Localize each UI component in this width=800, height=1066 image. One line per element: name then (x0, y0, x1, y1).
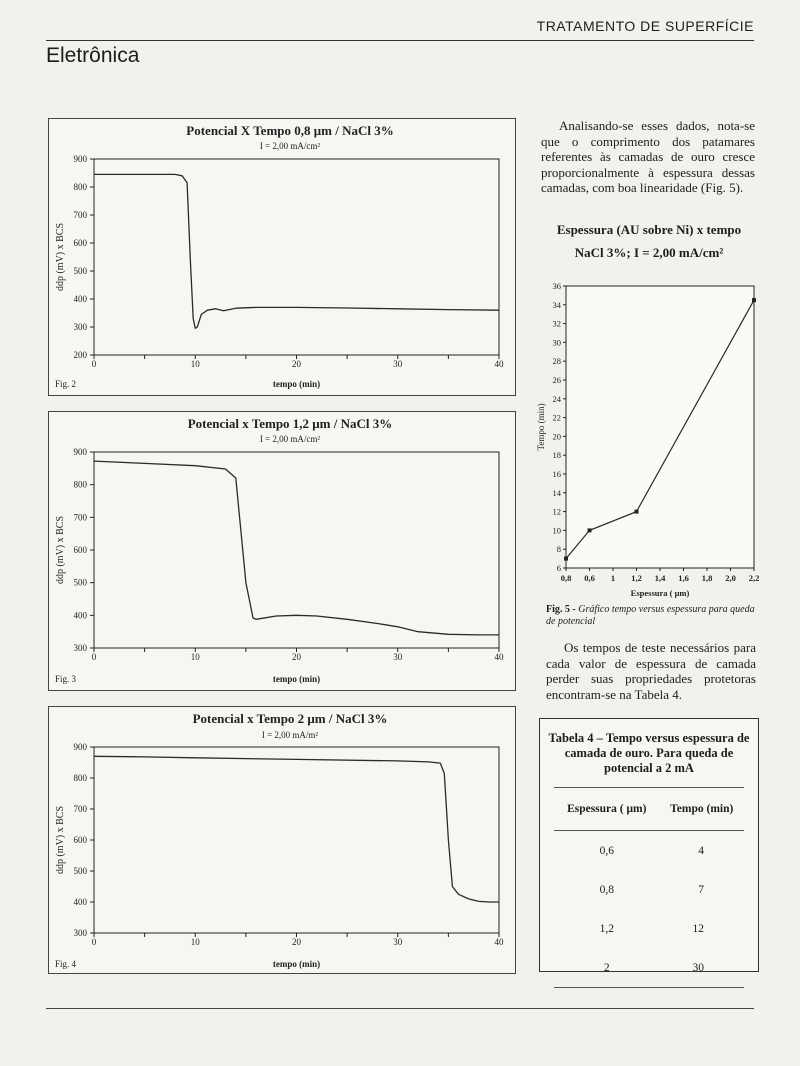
table-row (554, 909, 744, 948)
figure-3 (48, 411, 516, 691)
x-tick-label: 20 (292, 359, 301, 369)
plot-frame (94, 159, 499, 355)
x-tick-label: 1 (610, 573, 616, 583)
y-tick-label: 16 (552, 469, 561, 479)
y-tick-label: 600 (73, 835, 87, 845)
x-tick-label: 0 (91, 652, 97, 662)
x-tick-label: 0 (91, 359, 97, 369)
table-cell-tempo: 4 (698, 844, 704, 857)
table-cell-espessura: 0,6 (599, 844, 614, 857)
y-tick-label: 500 (73, 866, 87, 876)
y-tick-label: 32 (552, 318, 561, 329)
y-tick-label: 700 (73, 210, 87, 220)
x-axis-label: tempo (min) (272, 379, 321, 389)
table-cell-espessura: 2 (554, 948, 660, 988)
y-tick-label: 18 (552, 450, 561, 461)
fig3-svg (49, 412, 515, 690)
figure-label: Fig. 3 (55, 674, 77, 684)
y-tick-label: 400 (73, 610, 87, 621)
figure-4 (48, 706, 516, 974)
y-axis-label: ddp (mV) x BCS (55, 515, 66, 585)
y-tick-label: 400 (73, 897, 87, 907)
data-point (588, 528, 592, 532)
x-tick-label: 10 (190, 937, 200, 947)
data-point (564, 557, 568, 561)
y-tick-label: 20 (552, 431, 561, 442)
y-tick-label: 14 (552, 487, 561, 498)
section-title: Eletrônica (46, 44, 140, 67)
series-line (94, 461, 499, 635)
y-tick-label: 900 (73, 447, 87, 457)
y-tick-label: 24 (552, 393, 561, 404)
y-tick-label: 8 (556, 544, 561, 555)
table-cell-espessura: 0,8 (599, 883, 614, 896)
table-row (554, 831, 744, 871)
y-tick-label: 600 (73, 545, 87, 555)
y-tick-label: 200 (73, 350, 87, 360)
fig4-svg (49, 707, 515, 973)
y-tick-label: 800 (73, 182, 87, 192)
table-cell-tempo: 12 (692, 922, 704, 935)
fig5-caption (546, 604, 764, 628)
x-tick-label: 30 (393, 652, 403, 662)
x-tick-label: 10 (190, 359, 200, 369)
y-tick-label: 10 (552, 525, 561, 536)
x-tick-label: 0 (91, 937, 97, 947)
y-tick-label: 400 (73, 294, 87, 304)
x-tick-label: 30 (393, 359, 403, 369)
table-4 (539, 718, 759, 972)
y-tick-label: 300 (73, 928, 87, 938)
x-tick-label: 20 (292, 652, 301, 662)
x-tick-label: 30 (393, 937, 403, 947)
y-axis-label: Tempo (min) (536, 403, 546, 451)
fig5-caption-label: Fig. 5 - (546, 604, 576, 615)
series-line (94, 756, 499, 902)
table-4-grid (554, 787, 744, 988)
y-tick-label: 500 (73, 266, 87, 276)
table-cell-espessura: 1,2 (599, 922, 614, 935)
fig5-title-line1: Espessura (AU sobre Ni) x tempo (556, 222, 742, 237)
plot-frame (94, 452, 499, 648)
x-tick-label: 2,0 (725, 573, 736, 583)
figure-2 (48, 118, 516, 396)
y-tick-label: 600 (73, 238, 87, 248)
figure-label: Fig. 2 (55, 379, 77, 389)
y-tick-label: 22 (552, 412, 561, 423)
y-tick-label: 12 (552, 506, 561, 517)
footer-rule (46, 1008, 754, 1009)
y-axis-label: ddp (mV) x BCS (55, 222, 66, 292)
y-tick-label: 300 (73, 322, 87, 332)
y-tick-label: 700 (73, 804, 87, 814)
plot-frame (94, 747, 499, 933)
paragraph-tests-text: Os tempos de teste necessários para cada valor de espessura de camada perder suas propriedades protetoras encontram-se na Tabela 4. (546, 640, 756, 702)
x-tick-label: 40 (494, 652, 504, 662)
paragraph-analysis-text: Analisando-se esses dados, nota-se que o comprimento dos patamares referentes às camadas de ouro cresce proporcionalmente à espessura dessas camadas, com boa linearidade (Fig. 5). (541, 118, 755, 195)
y-tick-label: 800 (73, 773, 87, 783)
x-tick-label: 0,8 (560, 573, 572, 583)
fig5-title-line2: NaCl 3%; I = 2,00 mA/cm² (574, 245, 724, 260)
paragraph-analysis (541, 118, 755, 196)
x-tick-label: 0,6 (584, 573, 595, 583)
chart-subtitle: I = 2,00 mA/m² (261, 730, 319, 740)
data-point (752, 298, 756, 302)
y-tick-label: 28 (552, 356, 561, 367)
column-header-tempo: Tempo (min) (660, 788, 745, 831)
column-header-espessura: Espessura ( μm) (554, 788, 660, 831)
y-tick-label: 900 (73, 742, 87, 752)
x-tick-label: 1,2 (631, 573, 642, 583)
series-line (94, 174, 499, 328)
y-tick-label: 700 (73, 512, 87, 523)
y-axis-label: ddp (mV) x BCS (55, 805, 66, 875)
chart-title: Potencial X Tempo 0,8 μm / NaCl 3% (186, 123, 394, 138)
x-tick-label: 1,6 (678, 573, 689, 583)
y-tick-label: 900 (73, 154, 87, 164)
chart-title: Potencial x Tempo 2 μm / NaCl 3% (192, 711, 388, 726)
chart-title: Potencial x Tempo 1,2 μm / NaCl 3% (187, 416, 393, 431)
table-4-title: Tabela 4 – Tempo versus espessura de camada de ouro. Para queda de potencial a 2 mA (548, 731, 750, 775)
x-axis-label: tempo (min) (272, 959, 321, 969)
x-axis-label: Espessura ( μm) (630, 588, 690, 598)
x-tick-label: 40 (494, 359, 504, 369)
x-tick-label: 20 (292, 937, 301, 947)
table-header-row (554, 788, 744, 831)
x-tick-label: 10 (190, 652, 200, 662)
y-tick-label: 6 (556, 563, 561, 573)
fig5-svg (534, 274, 764, 602)
header-rule (46, 40, 754, 41)
x-tick-label: 40 (494, 937, 504, 947)
x-axis-label: tempo (min) (272, 674, 321, 684)
x-tick-label: 1,8 (701, 573, 713, 583)
y-tick-label: 30 (552, 337, 561, 348)
x-tick-label: 1,4 (654, 573, 666, 583)
figure-label: Fig. 4 (55, 959, 77, 969)
data-point (635, 510, 639, 514)
table-row (554, 870, 744, 909)
y-tick-label: 500 (73, 577, 87, 588)
y-tick-label: 36 (552, 281, 561, 291)
paragraph-tests (546, 640, 756, 702)
y-tick-label: 26 (552, 375, 561, 385)
x-tick-label: 2,2 (748, 573, 760, 583)
fig2-svg (49, 119, 515, 395)
chart-subtitle: I = 2,00 mA/cm² (259, 434, 321, 444)
plot-frame (566, 286, 754, 568)
table-cell-tempo: 30 (660, 948, 745, 988)
y-tick-label: 34 (552, 299, 561, 310)
table-row (554, 948, 744, 988)
y-tick-label: 300 (73, 643, 87, 653)
chart-subtitle: I = 2,00 mA/cm² (259, 141, 321, 151)
figure-5 (534, 274, 764, 602)
y-tick-label: 800 (73, 479, 87, 490)
table-cell-tempo: 7 (698, 883, 704, 896)
running-header: TRATAMENTO DE SUPERFÍCIE (536, 18, 754, 34)
fig5-caption-text: Gráfico tempo versus espessura para queda de potencial (546, 604, 755, 627)
